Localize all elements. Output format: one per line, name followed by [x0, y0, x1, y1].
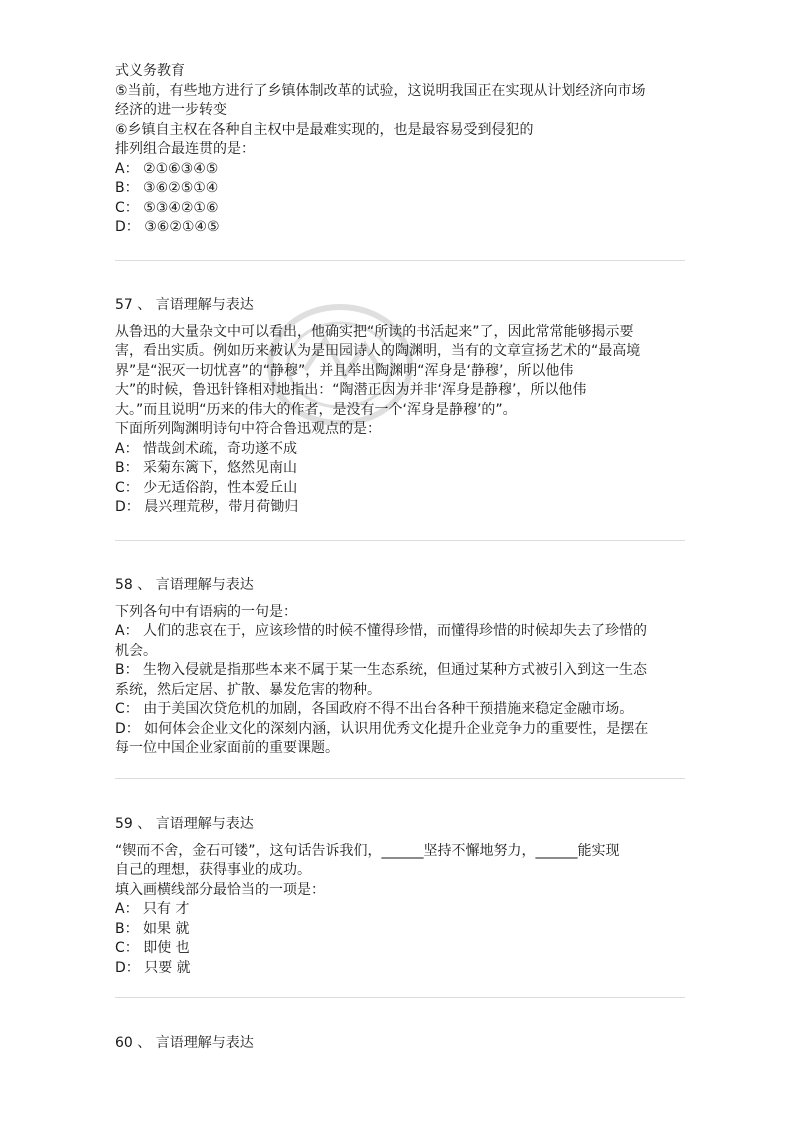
- question-text-line: 从鲁迅的大量杂文中可以看出，他确实把“所读的书活起来”了，因此常常能够揭示要: [115, 323, 634, 340]
- option-a-cont: 机会。: [115, 642, 157, 659]
- question-text-line: ⑥乡镇自主权在各种自主权中是最难实现的，也是最容易受到侵犯的: [115, 121, 534, 138]
- question-stem: 下列各句中有语病的一句是：: [115, 603, 297, 620]
- option-d: D： 晨兴理荒秽，带月荷锄归: [115, 499, 299, 515]
- option-d: D： ③⑥②①④⑤: [115, 219, 220, 235]
- question-stem: 下面所列陶渊明诗句中符合鲁迅观点的是：: [115, 421, 381, 437]
- question-header: 57 、 言语理解与表达: [115, 297, 254, 313]
- option-d: D： 只要 就: [115, 959, 191, 976]
- option-b: B： 采菊东篱下，悠然见南山: [115, 460, 298, 476]
- question-header: 60 、 言语理解与表达: [115, 1035, 254, 1051]
- question-text-line: 式义务教育: [115, 63, 185, 79]
- option-a: A： ②①⑥③④⑤: [115, 160, 219, 177]
- divider: [115, 778, 685, 779]
- option-d-cont: 每一位中国企业家面前的重要课题。: [115, 740, 339, 756]
- question-text-line: “锲而不舍，金石可镂”，这句话告诉我们，______坚持不懈地努力，______能实现: [115, 842, 620, 859]
- option-a: A： 惜哉剑术疏，奇功遂不成: [115, 440, 298, 457]
- option-c: C： 即使 也: [115, 940, 190, 956]
- option-c: C： 少无适俗韵，性本爱丘山: [115, 479, 298, 496]
- option-a: A： 人们的悲哀在于，应该珍惜的时候不懂得珍惜，而懂得珍惜的时候却失去了珍惜的: [115, 623, 648, 639]
- divider: [115, 540, 685, 541]
- question-header: 58 、 言语理解与表达: [115, 577, 254, 593]
- question-text-line: 自己的理想，获得事业的成功。: [115, 862, 311, 878]
- question-text-line: 害，看出实质。例如历来被认为是田园诗人的陶渊明，当有的文章宣扬艺术的“最高境: [115, 343, 641, 359]
- question-56-tail: [115, 62, 685, 238]
- option-c: C： 由于美国次贷危机的加剧，各国政府不得不出台各种干预措施来稳定金融市场。: [115, 701, 634, 717]
- option-b: B： 生物入侵就是指那些本来不属于某一生态系统，但通过某种方式被引入到这一生态: [115, 662, 648, 678]
- question-58: [115, 576, 685, 759]
- question-text-line: 大”的时候，鲁迅针锋相对地指出：“陶潜正因为并非‘浑身是静穆’，所以他伟: [115, 382, 587, 398]
- question-header: 59 、 言语理解与表达: [115, 816, 254, 832]
- question-text-line: 大。”而且说明“历来的伟大的作者，是没有一个‘浑身是静穆’的”。: [115, 401, 517, 418]
- option-a: A： 只有 才: [115, 901, 190, 917]
- option-c: C： ⑤③④②①⑥: [115, 199, 219, 216]
- question-57: [115, 296, 685, 518]
- option-b-cont: 系统，然后定居、扩散、暴发危害的物种。: [115, 681, 381, 698]
- option-d: D： 如何体会企业文化的深刻内涵，认识用优秀文化提升企业竞争力的重要性，是摆在: [115, 720, 649, 737]
- question-stem: 填入画横线部分最恰当的一项是：: [115, 881, 325, 898]
- option-b: B： ③⑥②⑤①④: [115, 180, 219, 196]
- divider: [115, 260, 685, 261]
- option-b: B： 如果 就: [115, 920, 190, 937]
- question-60: [115, 1034, 685, 1054]
- question-text-line: 界”是“泯灭一切忧喜”的“静穆”，并且举出陶渊明“浑身是‘静穆’，所以他伟: [115, 362, 574, 379]
- divider: [115, 997, 685, 998]
- question-text-line: ⑤当前，有些地方进行了乡镇体制改革的试验，这说明我国正在实现从计划经济向市场: [115, 82, 646, 99]
- question-stem: 排列组合最连贯的是：: [115, 141, 255, 157]
- question-59: [115, 815, 685, 978]
- question-text-line: 经济的进一步转变: [115, 102, 227, 118]
